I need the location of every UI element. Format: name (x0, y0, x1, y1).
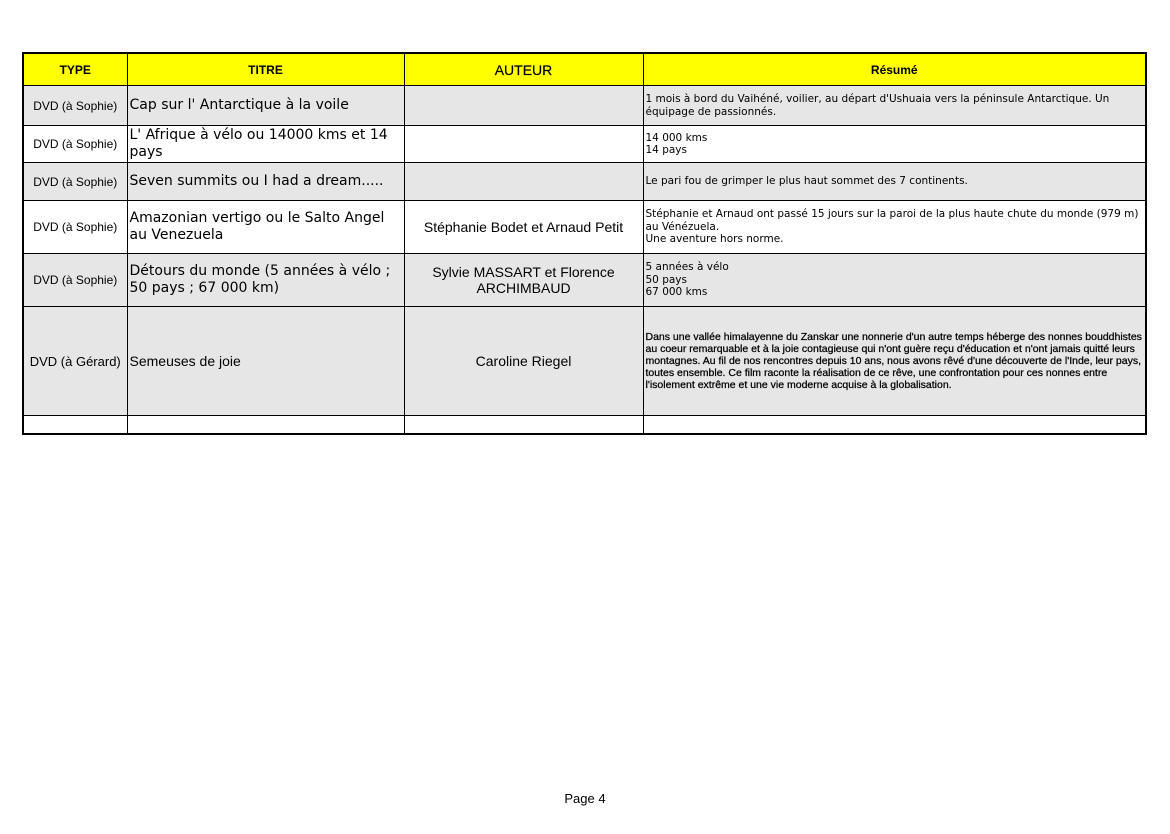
resume-line: Le pari fou de grimper le plus haut sommet des 7 continents. (645, 175, 968, 188)
auteur-cell: Stéphanie Bodet et Arnaud Petit (404, 201, 643, 254)
resume-cell (643, 201, 1146, 254)
auteur-cell: Sylvie MASSART et Florence ARCHIMBAUD (404, 254, 643, 307)
type-cell: DVD (à Sophie) (23, 254, 127, 307)
titre-cell: Amazonian vertigo ou le Salto Angel au Venezuela (127, 201, 404, 254)
table-row (23, 86, 1146, 126)
auteur-cell (404, 86, 643, 126)
resume-line: Stéphanie et Arnaud ont passé 15 jours sur la paroi de la plus haute chute du monde (979 m) au Vénézuela. (645, 208, 1139, 233)
empty-cell (23, 416, 127, 434)
auteur-cell (404, 126, 643, 163)
header-auteur: AUTEUR (404, 53, 643, 86)
resume-cell (643, 126, 1146, 163)
header-type: TYPE (23, 53, 127, 86)
resume-cell (643, 86, 1146, 126)
resume-cell (643, 163, 1146, 201)
header-row (23, 53, 1146, 86)
titre-cell: Détours du monde (5 années à vélo ; 50 pays ; 67 000 km) (127, 254, 404, 307)
type-cell: DVD (à Sophie) (23, 86, 127, 126)
page-number: Page 4 (564, 791, 606, 806)
catalog-table (22, 52, 1147, 435)
empty-cell (127, 416, 404, 434)
table-row (23, 307, 1146, 416)
empty-row (23, 416, 1146, 434)
resume-line: Une aventure hors norme. (645, 233, 784, 246)
titre-cell: Semeuses de joie (127, 307, 404, 416)
empty-cell (404, 416, 643, 434)
resume-line: 67 000 kms (645, 286, 708, 299)
titre-cell: L' Afrique à vélo ou 14000 kms et 14 pays (127, 126, 404, 163)
resume-line: 14 pays (645, 144, 687, 156)
resume-cell (643, 254, 1146, 307)
resume-line: Dans une vallée himalayenne du Zanskar une nonnerie d'un autre temps héberge des nonnes bouddhistes au coeur remarquable et à la joie contagieuse qui n'ont guère reçu d'éducation et n'ont jamais quitté leurs montagnes. Au fil de nos rencontres depuis 10 ans, nous avons rêvé d'une découverte de l'Inde, leur pays, toutes ensemble. Ce film raconte la réalisation de ce rêve, une confrontation pour ces nonnes entre l'isolement extrême et une vie moderne acquise à la globalisation. (645, 331, 1142, 391)
auteur-cell (404, 163, 643, 201)
type-cell: DVD (à Gérard) (23, 307, 127, 416)
table-row (23, 201, 1146, 254)
titre-cell: Cap sur l' Antarctique à la voile (127, 86, 404, 126)
empty-cell (643, 416, 1146, 434)
header-resume: Résumé (643, 53, 1146, 86)
auteur-cell: Caroline Riegel (404, 307, 643, 416)
type-cell: DVD (à Sophie) (23, 201, 127, 254)
resume-line: 1 mois à bord du Vaihéné, voilier, au départ d'Ushuaia vers la péninsule Antarctique. Un équipage de passionnés. (645, 93, 1110, 118)
type-cell: DVD (à Sophie) (23, 163, 127, 201)
resume-line: 50 pays (645, 273, 687, 286)
titre-cell: Seven summits ou I had a dream..... (127, 163, 404, 201)
resume-cell (643, 307, 1146, 416)
header-titre: TITRE (127, 53, 404, 86)
table-row (23, 163, 1146, 201)
table-row (23, 254, 1146, 307)
type-cell: DVD (à Sophie) (23, 126, 127, 163)
resume-line: 14 000 kms (645, 131, 708, 144)
resume-line: 5 années à vélo (645, 261, 729, 274)
table-row (23, 126, 1146, 163)
